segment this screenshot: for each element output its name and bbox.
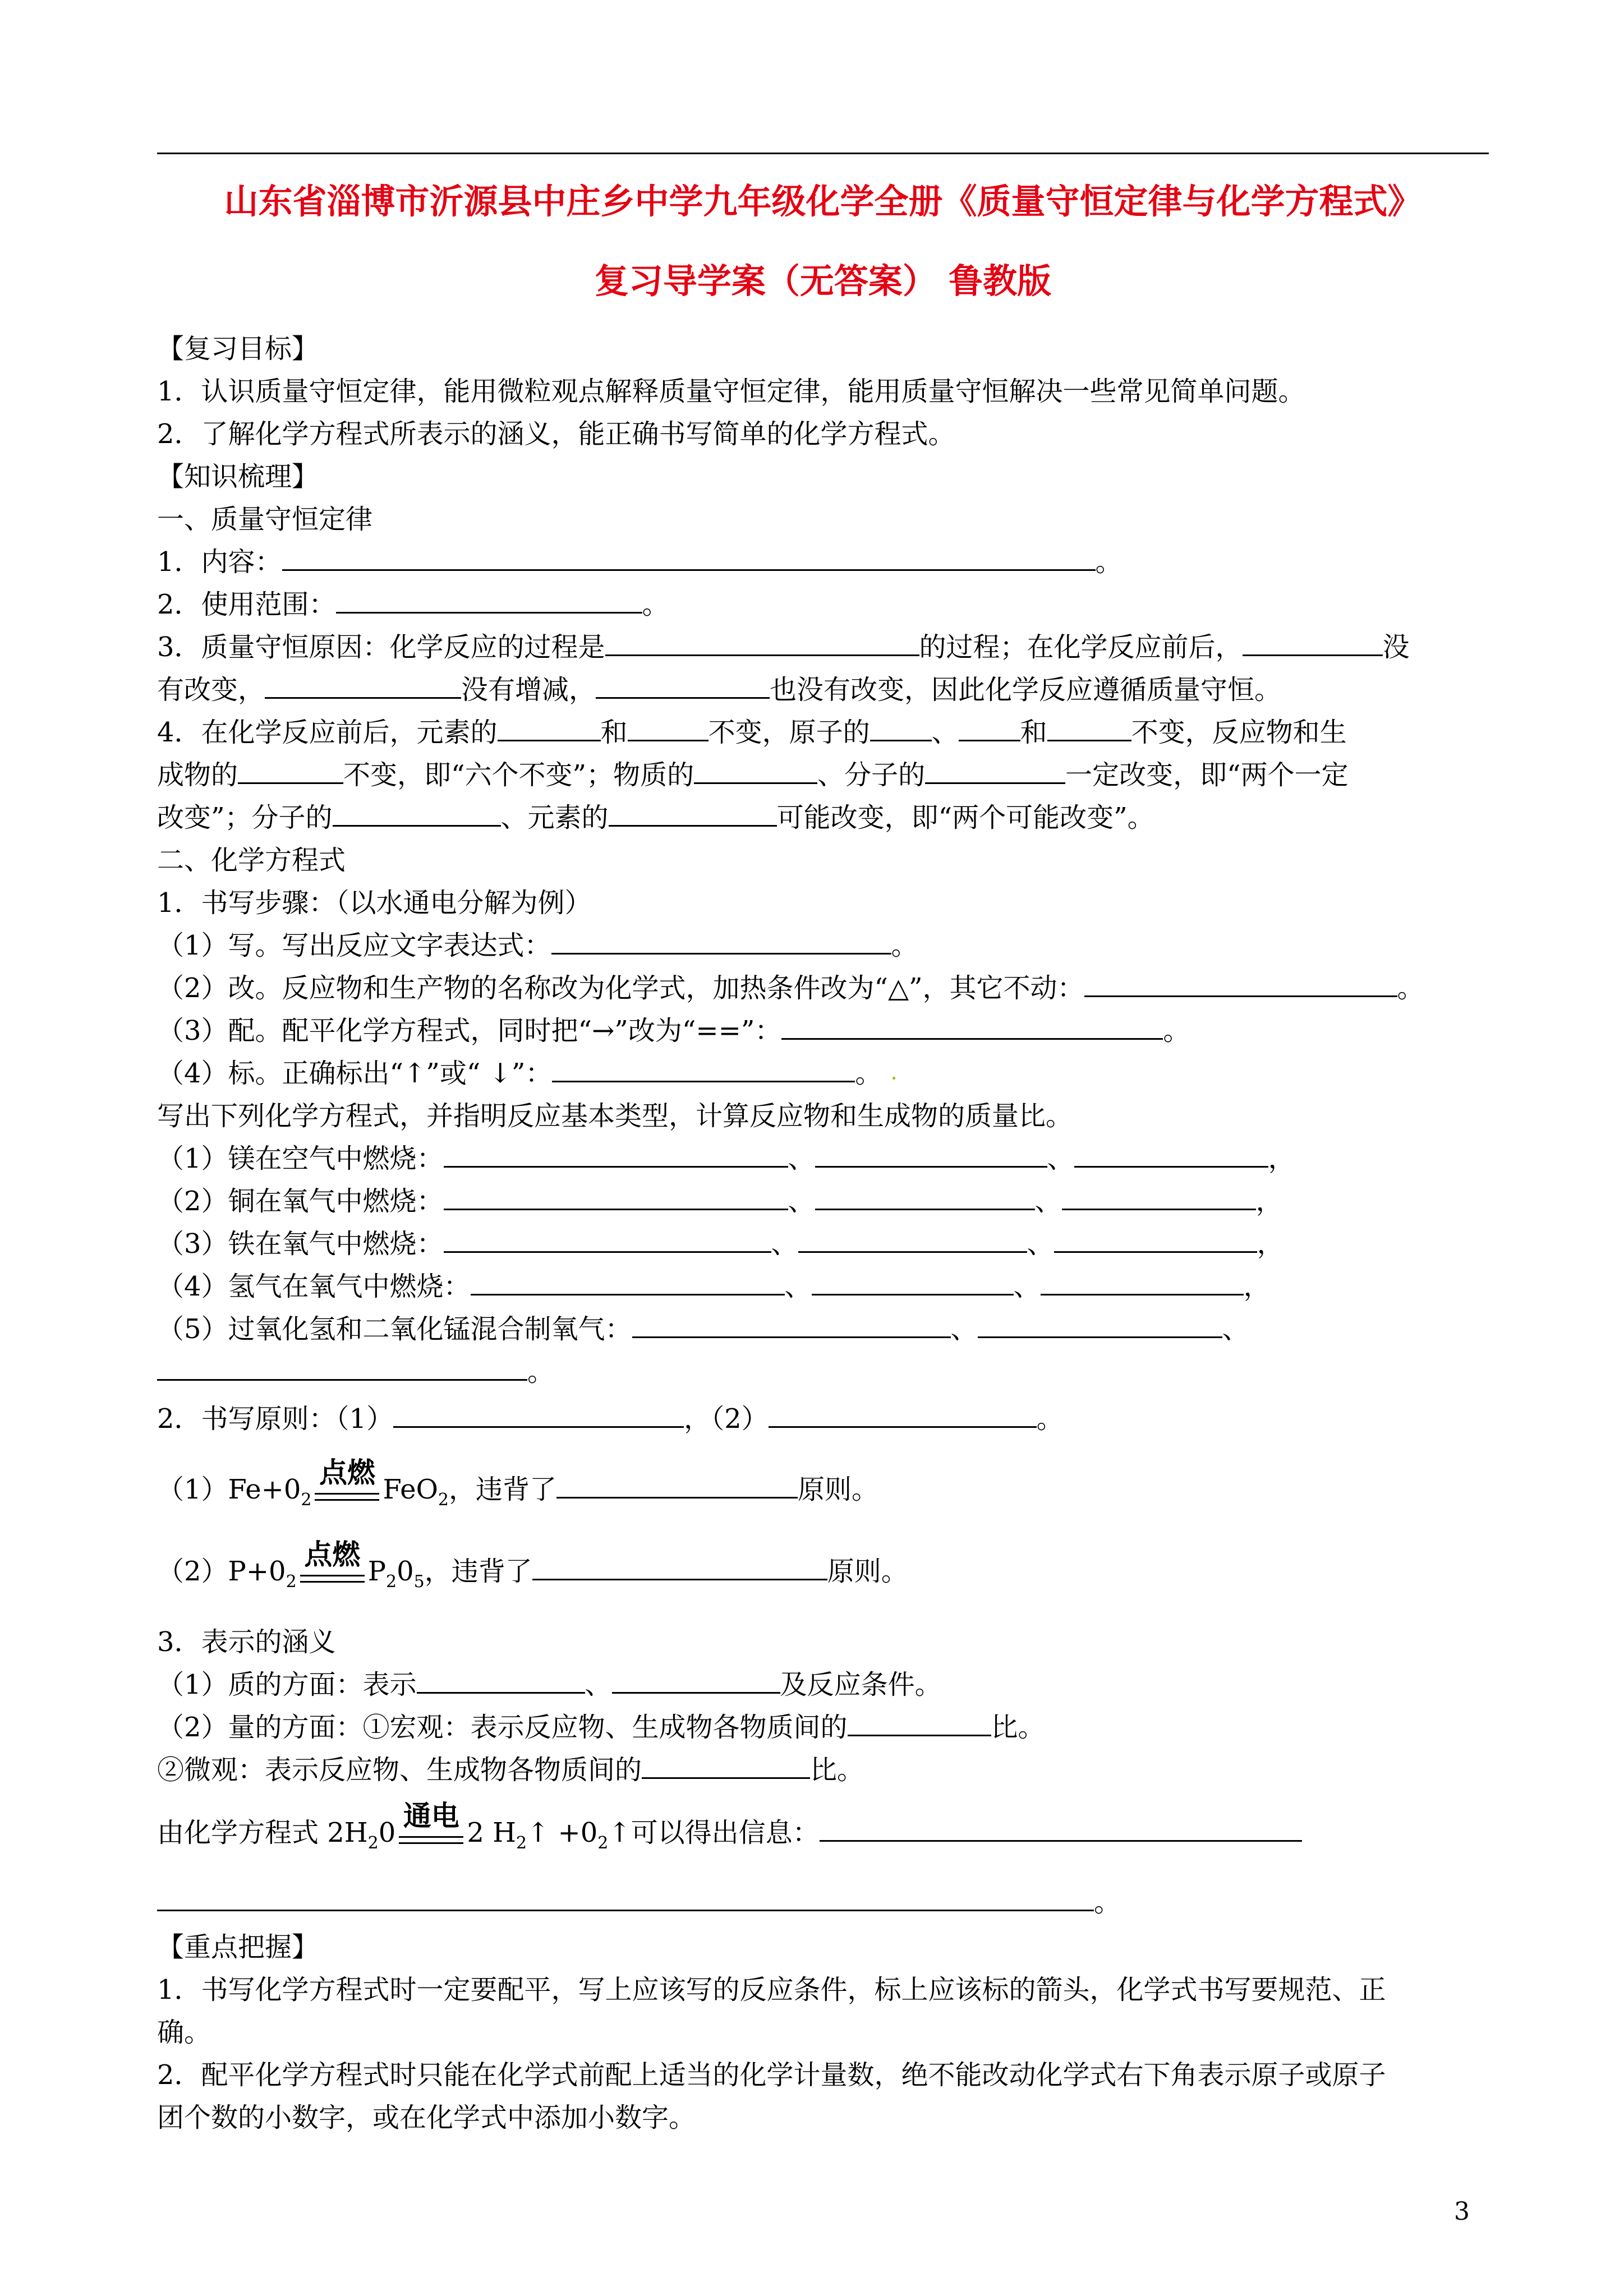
r2-blank-eq[interactable] [444,1184,788,1210]
m2-blank[interactable] [848,1710,991,1736]
key-item-1b: 确。 [157,2017,211,2048]
steps-heading: 1．书写步骤：（以水通电分解为例） [157,887,592,919]
step1-blank[interactable] [551,928,891,955]
top-rule [157,153,1489,154]
step2-row: （2）改。反应物和生产物的名称改为化学式，加热条件改为“△”，其它不动： 。 [157,970,1424,1006]
r5-blank-ratio[interactable] [157,1354,527,1381]
stray-dot [892,1077,895,1080]
r4-blank-ratio[interactable] [1041,1269,1244,1295]
six-blank-3[interactable] [870,715,932,741]
reaction-row-1: （1）镁在空气中燃烧： 、 、 ， [157,1141,1295,1177]
reaction-row-4: （4）氢气在氧气中燃烧： 、 、 ， [157,1269,1271,1304]
goal-item-1: 1．认识质量守恒定律，能用微粒观点解释质量守恒定律，能用质量守恒解决一些常见简单问题。 [157,376,1305,407]
goal-item-2: 2．了解化学方程式所表示的涵义，能正确书写简单的化学方程式。 [157,418,955,450]
reaction-row-2: （2）铜在氧气中燃烧： 、 、 ， [157,1183,1283,1219]
six-blank-4[interactable] [959,715,1020,741]
m1-blank-1[interactable] [417,1667,585,1694]
key-item-2a: 2．配平化学方程式时只能在化学式前配上适当的化学计量数，绝不能改动化学式右下角表示原子或原子 [157,2059,1386,2091]
r5-blank-type[interactable] [978,1312,1222,1338]
six-blank-1[interactable] [498,715,601,741]
burn-condition-1: 点燃 [315,1472,379,1507]
reason-blank-3[interactable] [265,672,461,699]
r4-blank-type[interactable] [812,1269,1014,1295]
meaning-row-1: （1）质的方面：表示 、 及反应条件。 [157,1667,942,1703]
r3-blank-ratio[interactable] [1054,1227,1257,1253]
six-blank-10[interactable] [609,800,777,827]
reason-blank-2[interactable] [1243,630,1383,656]
reason-blank-1[interactable] [605,630,919,656]
six-blank-9[interactable] [333,800,501,827]
step1-row: （1）写。写出反应文字表达式： 。 [157,928,918,963]
ex2-blank[interactable] [532,1554,827,1580]
part2-heading: 二、化学方程式 [157,845,346,876]
principle-blank-2[interactable] [769,1401,1037,1428]
six-blank-8[interactable] [925,758,1065,784]
key-item-1a: 1．书写化学方程式时一定要配平，写上应该写的反应条件，标上应该标的箭头，化学式书写要规范、正 [157,1974,1386,2005]
six-blank-7[interactable] [694,758,817,784]
reason-blank-4[interactable] [596,672,770,699]
key-heading: 【重点把握】 [157,1931,319,1963]
meaning-row-3: ②微观：表示反应物、生成物各物质间的 比。 [157,1752,864,1788]
six-blank-5[interactable] [1047,715,1131,741]
principle-row: 2．书写原则：（1） ，（2） 。 [157,1401,1064,1437]
step3-row: （3）配。配平化学方程式，同时把“→”改为“==”： 。 [157,1013,1190,1049]
step3-blank[interactable] [781,1013,1163,1040]
r5-blank-eq[interactable] [632,1312,951,1338]
scope-blank[interactable] [336,587,642,614]
reaction-row-5-cont: 。 [157,1354,554,1390]
r3-blank-eq[interactable] [444,1227,771,1253]
six-row-3: 改变”；分子的 、元素的 可能改变，即“两个可能改变”。 [157,800,1154,836]
part1-heading: 一、质量守恒定律 [157,504,373,535]
r1-blank-eq[interactable] [444,1141,788,1168]
meaning-row-2: （2）量的方面：①宏观：表示反应物、生成物各物质间的 比。 [157,1709,1045,1745]
content-row: 1．内容： 。 [157,544,1122,580]
six-blank-2[interactable] [628,715,709,741]
r3-blank-type[interactable] [798,1227,1027,1253]
ex1-blank[interactable] [556,1472,798,1499]
six-blank-6[interactable] [238,758,343,784]
r1-blank-type[interactable] [815,1141,1047,1168]
reaction-row-3: （3）铁在氧气中燃烧： 、 、 ， [157,1226,1284,1262]
goals-heading: 【复习目标】 [157,333,319,365]
info-blank-2[interactable] [157,1885,1094,1911]
reason-row-2: 有改变， 没有增减， 也没有改变，因此化学反应遵循质量守恒。 [157,672,1281,708]
page-number: 3 [1454,2197,1470,2226]
doc-title-line2: 复习导学案（无答案） 鲁教版 [594,261,1052,301]
reaction-row-5: （5）过氧化氢和二氧化锰混合制氧气： 、 、 [157,1311,1249,1347]
example-row-2: $(2)P+0_2$ 点燃 $P_20_5$，违背了 原则。 [157,1538,908,1592]
info-blank-1[interactable] [820,1815,1302,1842]
m1-blank-2[interactable] [612,1667,780,1694]
burn-condition-2: 点燃 [300,1553,365,1589]
scope-row: 2．使用范围： 。 [157,587,669,623]
step4-blank[interactable] [552,1056,855,1082]
r2-blank-ratio[interactable] [1062,1184,1256,1210]
m3-blank[interactable] [642,1753,810,1779]
electric-condition: 通电 [399,1815,463,1851]
step2-blank[interactable] [1084,971,1397,997]
step4-row: （4）标。正确标出“↑”或“ ↓”： 。 [157,1055,882,1091]
task-text: 写出下列化学方程式，并指明反应基本类型，计算反应物和生成物的质量比。 [157,1100,1073,1132]
equation-info-row: 由化学方程式 $2H_20$ 通电 2 $H_2↑$ $+0_2↑$可以得出信息： [157,1815,1302,1855]
knowledge-heading: 【知识梳理】 [157,461,319,492]
reason-row-1: 3．质量守恒原因：化学反应的过程是 的过程；在化学反应前后， 没 [157,629,1410,665]
principle-blank-1[interactable] [393,1401,684,1428]
equation-info-row-2: 。 [157,1884,1121,1920]
r1-blank-ratio[interactable] [1074,1141,1268,1168]
six-row-1: 4．在化学反应前后，元素的 和 不变，原子的 、 和 不变，反应物和生 [157,714,1347,750]
r2-blank-type[interactable] [815,1184,1035,1210]
meaning-heading: 3．表示的涵义 [157,1626,336,1658]
six-row-2: 成物的 不变，即“六个不变”；物质的 、分子的 一定改变，即“两个一定 [157,757,1349,793]
r4-blank-eq[interactable] [471,1269,785,1295]
example-row-1: $(1)Fe+0_2$ 点燃 FeO$_2$，违背了 原则。 [157,1456,879,1510]
doc-title-line1: 山东省淄博市沂源县中庄乡中学九年级化学全册《质量守恒定律与化学方程式》 [224,182,1422,222]
content-blank[interactable] [282,545,1096,571]
key-item-2b: 团个数的小数字，或在化学式中添加小数字。 [157,2102,696,2133]
